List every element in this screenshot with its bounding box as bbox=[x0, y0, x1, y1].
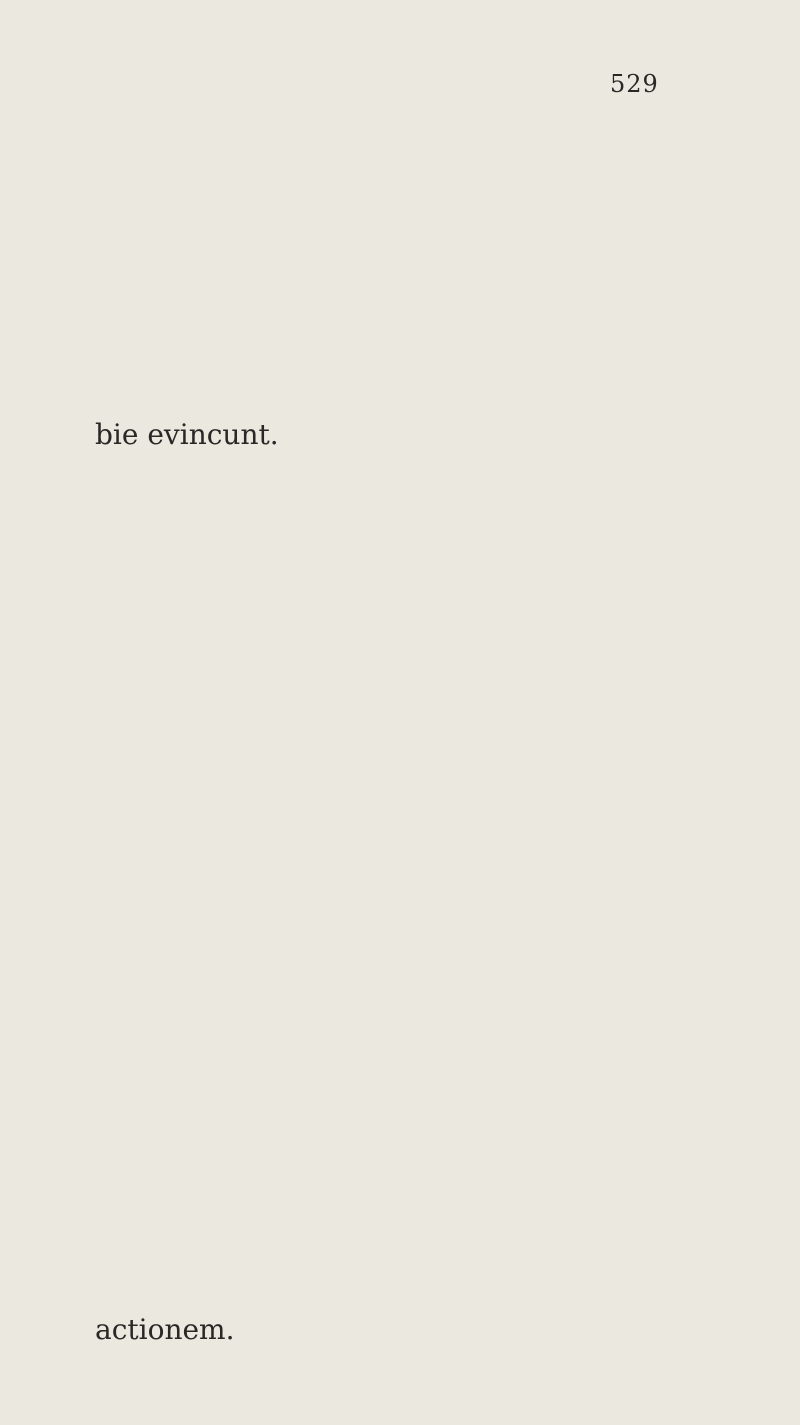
text-line: actionem. bbox=[95, 1313, 235, 1346]
text-line: bie evincunt. bbox=[95, 418, 279, 451]
page-number: 529 bbox=[610, 70, 659, 98]
